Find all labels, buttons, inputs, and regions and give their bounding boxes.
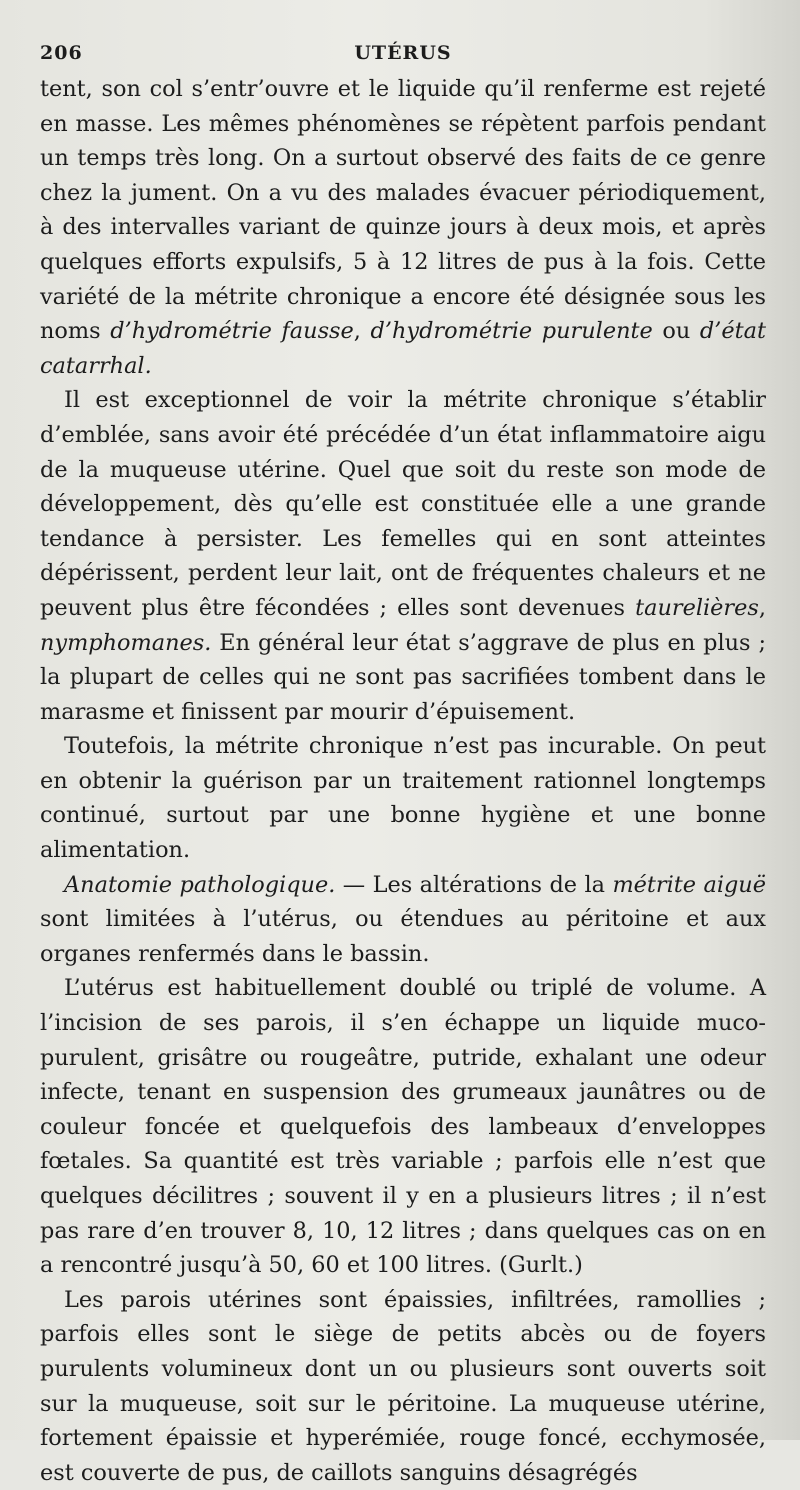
page-number: 206 bbox=[40, 42, 83, 64]
running-head bbox=[40, 38, 766, 72]
paragraph-continuation bbox=[40, 72, 766, 383]
paragraph-text: En général leur état s’aggrave de plus en plus ; la plupart de celles qui ne sont pas sacrifiées tombent dans le marasme et finissent par mourir d’épuisement. bbox=[40, 629, 766, 725]
paragraph: Les parois utérines sont épaissies, infiltrées, ramollies ; parfois elles sont le siège de petits abcès ou de foyers purulents volumineux dont un ou plusieurs sont ouverts soit sur la muqueuse, soit sur le péritoine. La muqueuse utérine, fortement épaissie et hyperémiée, rouge foncé, ecchymosée, est couverte de pus, de caillots sanguins désagrégés bbox=[40, 1286, 766, 1486]
italic-term: d’hydrométrie purulente bbox=[370, 318, 653, 345]
body-text bbox=[40, 72, 766, 1490]
paragraph-text: , bbox=[758, 594, 766, 621]
italic-term: nymphomanes. bbox=[40, 629, 212, 656]
italic-term: d’état catarrhal. bbox=[40, 318, 766, 379]
paragraph-text: — Les altérations de la bbox=[335, 871, 613, 898]
italic-term: métrite aiguë bbox=[612, 871, 766, 898]
paragraph bbox=[40, 868, 766, 972]
italic-term: d’hydrométrie fausse bbox=[110, 318, 354, 345]
paragraph-text: sont limitées à l’utérus, ou étendues au péritoine et aux organes renfermés dans le bassin. bbox=[40, 906, 766, 967]
italic-term: taurelières bbox=[635, 594, 759, 621]
paragraph-text: , bbox=[353, 318, 371, 345]
paragraph: Toutefois, la métrite chronique n’est pas incurable. On peut en obtenir la guérison par un traitement rationnel longtemps continué, surtout par une bonne hygiène et une bonne alimentation. bbox=[40, 733, 766, 864]
paragraph-text: tent, son col s’entr’ouvre et le liquide qu’il renferme est rejeté en masse. Les mêmes phénomènes se répètent parfois pendant un temps très long. On a surtout observé des faits de ce genre chez la jument. On a vu des malades évacuer périodiquement, à des intervalles variant de quinze jours à deux mois, et après quelques efforts expulsifs, 5 à 12 litres de pus à la fois. Cette variété de la métrite chronique a encore été désignée sous les noms bbox=[40, 76, 766, 345]
paragraph-text: ou bbox=[652, 318, 700, 345]
paragraph: L’utérus est habituellement doublé ou triplé de volume. A l’incision de ses parois, il s’en échappe un liquide muco-purulent, grisâtre ou rougeâtre, putride, exhalant une odeur infecte, tenant en suspension des grumeaux jaunâtres ou de couleur foncée et quelquefois des lambeaux d’enveloppes fœtales. Sa quantité est très variable ; parfois elle n’est que quelques décilitres ; souvent il y en a plusieurs litres ; il n’est pas rare d’en trouver 8, 10, 12 litres ; dans quelques cas on en a rencontré jusqu’à 50, 60 et 100 litres. (Gurlt.) bbox=[40, 975, 766, 1279]
running-title: UTÉRUS bbox=[354, 42, 452, 64]
section-heading: Anatomie pathologique. bbox=[64, 871, 336, 898]
paragraph-text: Il est exceptionnel de voir la métrite chronique s’établir d’emblée, sans avoir été précédée d’un état inflammatoire aigu de la muqueuse utérine. Quel que soit du reste son mode de développement, dès qu’elle est constituée elle a une grande tendance à persister. Les femelles qui en sont atteintes dépérissent, perdent leur lait, ont de fréquentes chaleurs et ne peuvent plus être fécondées ; elles sont devenues bbox=[40, 387, 766, 621]
paragraph bbox=[40, 383, 766, 729]
